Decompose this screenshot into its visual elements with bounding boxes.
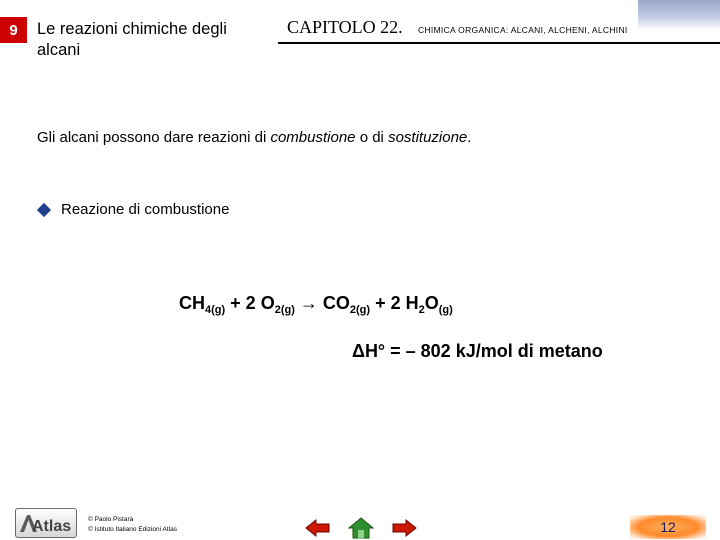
eq-arrow: →: [294, 293, 323, 313]
eq-sub-co2: 2(g): [349, 304, 371, 316]
bullet-label: Reazione di combustione: [61, 201, 230, 218]
slide-title: Le reazioni chimiche degli alcani: [37, 20, 227, 59]
term-combustione: combustione: [270, 129, 356, 146]
eq-sub-o2: 2(g): [274, 304, 295, 316]
enthalpy-value: ΔH° = – 802 kJ/mol di metano: [352, 341, 603, 361]
arrow-left-icon: [305, 518, 331, 538]
page-number-badge: 12: [630, 515, 706, 539]
intro-text: [37, 129, 471, 146]
slide-number-badge: 9: [0, 17, 27, 43]
copyright-publisher: © Istituto Italiano Edizioni Atlas: [88, 526, 177, 533]
eq-co: CO: [322, 293, 350, 313]
copyright-block: [88, 515, 177, 535]
atlas-logo-icon: [17, 511, 75, 535]
intro-middle: o di: [355, 129, 389, 146]
copyright-author: © Paolo Pistarà: [88, 516, 134, 523]
header-corner-decoration: [638, 0, 720, 30]
eq-sub-h2o: (g): [438, 304, 453, 316]
arrow-right-icon: [391, 518, 417, 538]
next-button[interactable]: [391, 517, 417, 539]
eq-sub-h2: 2: [418, 304, 425, 316]
home-button[interactable]: [348, 517, 374, 539]
home-icon: [348, 517, 374, 539]
combustion-equation: [179, 293, 453, 316]
eq-o: O: [424, 293, 439, 313]
intro-prefix: Gli alcani possono dare reazioni di: [37, 129, 271, 146]
atlas-logo: [15, 508, 77, 538]
previous-button[interactable]: [305, 517, 331, 539]
intro-suffix: .: [467, 129, 472, 146]
eq-h: + 2 H: [370, 293, 419, 313]
eq-sub-ch4: 4(g): [205, 304, 226, 316]
eq-ch: CH: [179, 293, 205, 313]
chapter-subtitle: CHIMICA ORGANICA: ALCANI, ALCHENI, ALCHINI: [418, 25, 628, 35]
diamond-bullet-icon: [37, 202, 51, 216]
chapter-title: CAPITOLO 22.: [287, 17, 403, 37]
logo-text: Atlas: [32, 518, 72, 535]
bullet-item: [37, 201, 229, 218]
header-divider: [278, 42, 720, 44]
eq-o2: + 2 O: [225, 293, 275, 313]
term-sostituzione: sostituzione: [388, 129, 468, 146]
